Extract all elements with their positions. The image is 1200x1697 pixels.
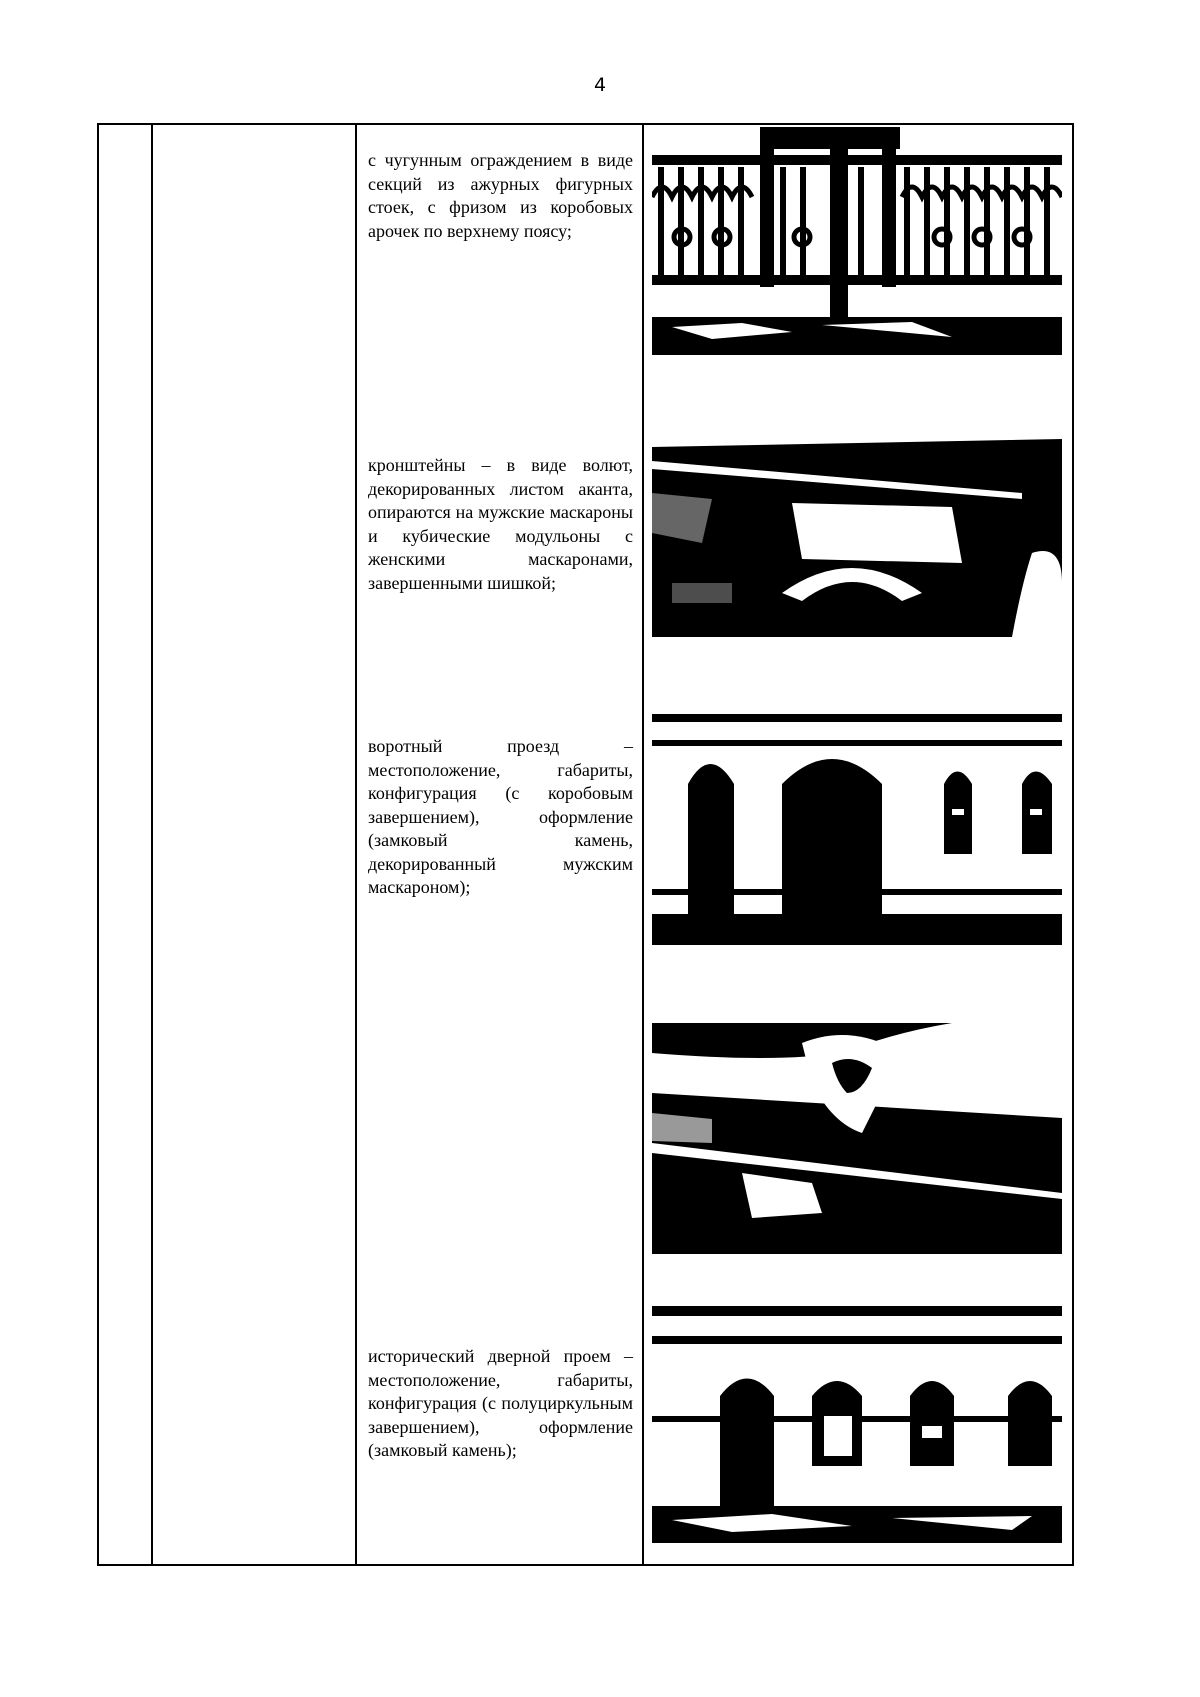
mascaron-keystone-photo bbox=[652, 1023, 1062, 1254]
row-description-gate: воротный проезд – местоположение, габариты, конфигурация (с коробовым завершением), оформление (замковый камень, декорированный мужским маскароном); bbox=[368, 736, 633, 897]
brackets-photo bbox=[652, 433, 1062, 637]
iron-railing-photo bbox=[652, 127, 1062, 355]
row-description-brackets: кронштейны – в виде волют, декорированных листом аканта, опираются на мужские маскароны и кубические модульоны с женскими маскаронами, завершенными шишкой; bbox=[368, 455, 633, 593]
gate-passage-photo bbox=[652, 714, 1062, 945]
row-description-doorway: исторический дверной проем – местоположение, габариты, конфигурация (с полуциркульным завершением), оформление (замковый камень); bbox=[368, 1346, 633, 1460]
row-description-railing: с чугунным ограждением в виде секций из ажурных фигурных стоек, с фризом из коробовых арочек по верхнему поясу; bbox=[368, 150, 633, 241]
column-divider-3 bbox=[642, 125, 644, 1564]
column-divider-2 bbox=[355, 125, 357, 1564]
page-number: 4 bbox=[593, 74, 607, 96]
historic-doorway-photo bbox=[652, 1306, 1062, 1543]
column-divider-1 bbox=[151, 125, 153, 1564]
